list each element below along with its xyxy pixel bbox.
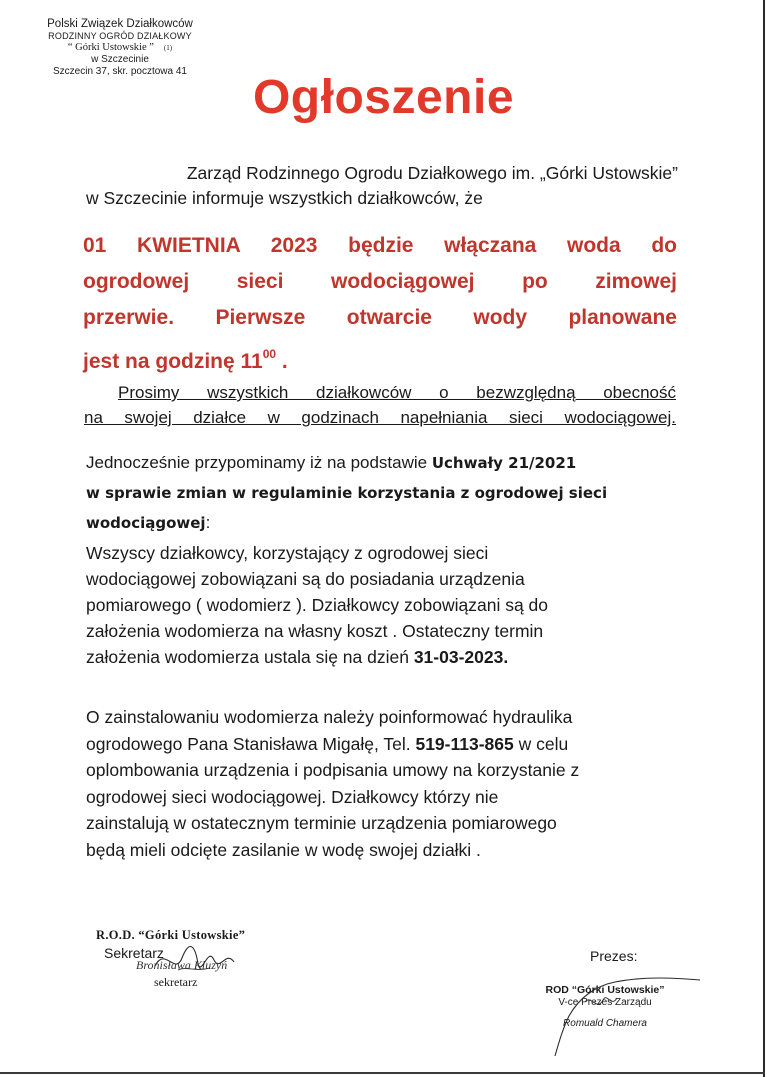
secretary-name: Bronisława Kluzyń [136,958,228,972]
request-line-2: na swojej działce w godzinach napełniania sieci wodociągowej. [84,408,676,427]
resolution-reminder [86,448,686,538]
announcement-line-1: 01 KWIETNIA 2023 będzie włączana woda do [83,234,677,257]
resolution-number: Uchwały 21/2021 [431,454,577,472]
intro-line-2: w Szczecinie informuje wszystkich działkowców, że [86,188,483,208]
obligation-line-5: założenia wodomierza ustala się na dzień 31-03-2023. [86,647,509,667]
garden-type: RODZINNY OGRÓD DZIAŁKOWY [48,31,192,41]
secretary-title: sekretarz [154,975,198,989]
obligation-line-1: Wszyscy działkowcy, korzystający z ogrodowej sieci [86,543,489,563]
phone-number: 519-113-865 [415,733,514,754]
contact-line-6: będą mieli odcięte zasilanie w wodę swojej działki . [86,839,481,860]
announcement-line-2: ogrodowej sieci wodociągowej po zimowej [83,270,677,293]
scan-border-right [763,0,765,1077]
secretary-role: Sekretarz [104,945,164,961]
obligation-line-4: założenia wodomierza na własny koszt . Ostateczny termin [86,621,544,641]
president-title: V-ce Prezes Zarządu [558,997,652,1008]
president-signature [545,972,705,1062]
secretary-signature [150,936,260,986]
announcement-line-3: przerwie. Pierwsze otwarcie wody planowane [83,306,677,329]
secretary-stamp-org: R.O.D. “Górki Ustowskie” [96,928,246,942]
hour-minutes: 00 [262,347,277,361]
contact-line-4: ogrodowej sieci wodociągowej. Działkowcy którzy nie [86,786,499,807]
organization-header [20,18,220,78]
obligation-line-2: wodociągowej zobowiązani są do posiadania urządzenia [86,569,525,589]
announcement-line-4: jest na godzinę $11^{00}$ . [83,347,288,373]
reminder-line-1: Jednocześnie przypominamy iż na podstawie Uchwały 21/2021 [86,453,577,472]
garden-name: “ Górki Ustowskie ” (1) [67,42,173,53]
water-announcement [83,228,677,380]
president-stamp-org: ROD “Górki Ustowskie” [545,984,665,996]
postal-address: Szczecin 37, skr. pocztowa 41 [53,66,187,77]
contact-line-3: oplombowania urządzenia i podpisania umowy na korzystanie z [86,760,580,780]
request-line-1: Prosimy wszystkich działkowców o bezwzględną obecność [118,383,676,402]
garden-name-note: (1) [163,44,173,52]
reminder-line-3: wodociągowej: [86,513,211,532]
meter-obligation-paragraph [86,540,686,670]
reminder-line-2: w sprawie zmian w regulaminie korzystania z ogrodowej sieci [86,484,608,502]
contact-line-2: ogrodowego Pana Stanisława Migałę, Tel. 519-113-865 w celu [86,733,569,754]
intro-paragraph [86,161,692,211]
plumber-contact-paragraph [86,704,706,863]
intro-line-1: Zarząd Rodzinnego Ogrodu Działkowego im. „Górki Ustowskie” [186,163,678,183]
deadline-date: 31-03-2023. [413,647,509,667]
contact-line-1: O zainstalowaniu wodomierza należy poinformować hydraulika [86,707,573,727]
president-label: Prezes: [590,948,638,964]
president-name: Romuald Chamera [563,1018,647,1029]
obligation-line-3: pomiarowego ( wodomierz ). Działkowcy zobowiązani są do [86,595,548,615]
presence-request [84,380,676,430]
scan-border-bottom [0,1072,765,1074]
garden-city: w Szczecinie [91,54,149,65]
page-title: Ogłoszenie [252,71,515,124]
contact-line-5: zainstalują w ostatecznym terminie urządzenia pomiarowego [86,813,557,833]
org-name: Polski Związek Działkowców [47,18,193,30]
